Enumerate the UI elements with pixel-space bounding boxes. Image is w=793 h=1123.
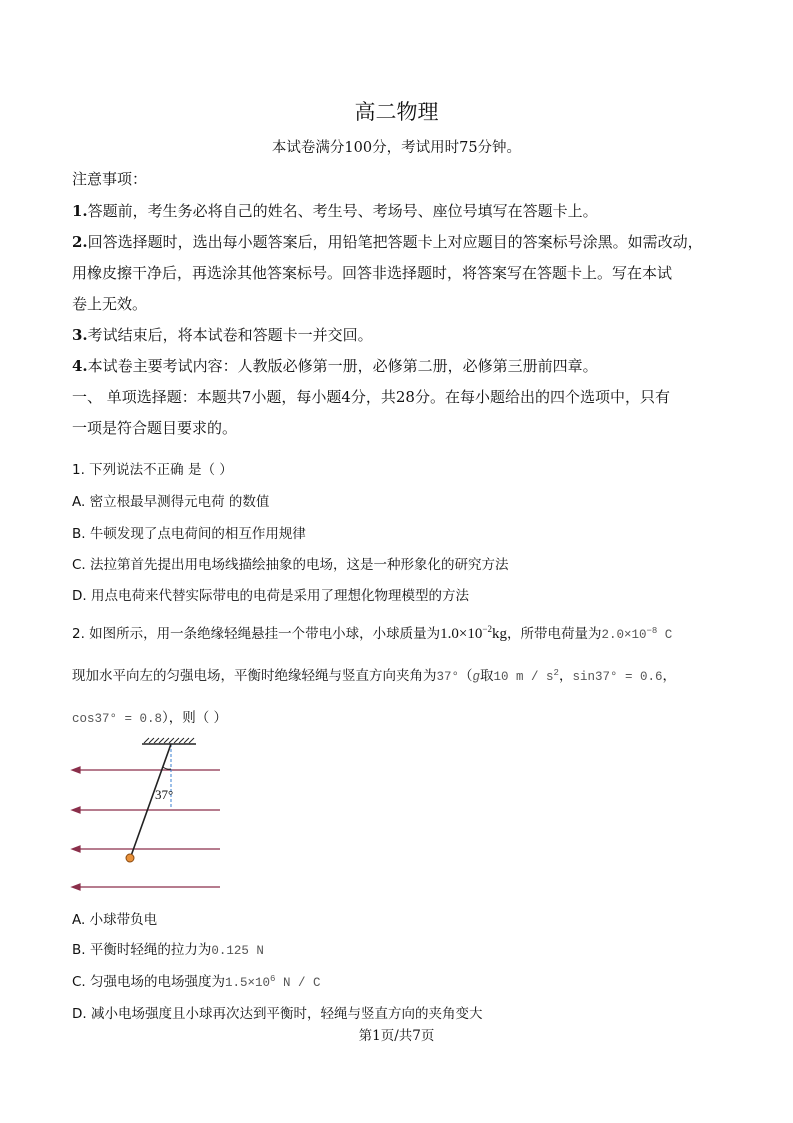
q2-option-c	[72, 970, 320, 990]
q2-stem-end: ），则（ ）	[162, 710, 228, 726]
angle-value: 37°	[436, 670, 460, 684]
q2-stem-line3	[72, 706, 227, 726]
page-title: 高二物理	[354, 100, 439, 124]
mass-unit: kg	[491, 626, 507, 642]
charge-exponent: −8	[646, 625, 658, 636]
item-text: 答题前，考生务必将自己的姓名、考生号、考场号、座位号填写在答题卡上。	[87, 202, 598, 220]
charge-base: 2.0×10	[601, 628, 647, 642]
pendulum-figure	[70, 736, 230, 896]
q2-option-d: D. 减小电场强度且小球再次达到平衡时，轻绳与竖直方向的夹角变大	[72, 1006, 483, 1022]
q1-option-d: D. 用点电荷来代替实际带电的电荷是采用了理想化物理模型的方法	[72, 588, 469, 604]
page-footer: 第1页/共7页	[358, 1028, 435, 1044]
q2-option-b	[72, 938, 264, 958]
charge-value	[601, 625, 673, 642]
take-text: 取	[480, 668, 494, 684]
g-value-base: 10 m / s	[493, 670, 554, 684]
notice-item-2-line3: 卷上无效。	[72, 295, 148, 313]
ceiling-hatch	[144, 738, 194, 743]
mass-base: 1.0×10	[440, 626, 483, 642]
option-b-text: B. 平衡时轻绳的拉力为	[72, 942, 212, 958]
sin-value: sin37° = 0.6	[572, 670, 663, 684]
notice-item-3	[72, 324, 373, 345]
q2-stem-text: 2. 如图所示，用一条绝缘轻绳悬挂一个带电小球，小球质量为	[72, 626, 441, 642]
exam-info: 本试卷满分100分，考试用时75分钟。	[271, 140, 522, 156]
notice-item-2	[72, 231, 703, 252]
item-number: 2.	[72, 233, 88, 251]
field-unit: N / C	[275, 976, 321, 990]
notice-item-4	[72, 355, 598, 376]
q1-option-b: B. 牛顿发现了点电荷间的相互作用规律	[72, 526, 306, 542]
q2-stem-line1	[72, 622, 672, 643]
q2-stem-line2	[72, 664, 676, 684]
angle-arc	[163, 767, 171, 769]
tension-value: 0.125 N	[211, 944, 264, 958]
q2-line2-text: 现加水平向左的匀强电场，平衡时绝缘轻绳与竖直方向夹角为	[72, 668, 437, 684]
charged-ball	[126, 854, 134, 862]
comma: ，	[558, 668, 573, 684]
angle-label: 37°	[155, 787, 174, 802]
item-number: 3.	[72, 326, 88, 344]
item-text: 本试卷主要考试内容：人教版必修第一册，必修第二册，必修第三册前四章。	[87, 357, 598, 375]
q1-option-a: A. 密立根最早测得元电荷 的数值	[72, 494, 270, 510]
section-heading-line2: 一项是符合题目要求的。	[72, 419, 238, 437]
q2-option-a: A. 小球带负电	[72, 912, 158, 928]
paren-open: （	[459, 668, 473, 684]
electric-field-lines	[72, 767, 220, 890]
comma-2: ，	[662, 668, 676, 684]
q2-stem-text-b: ，所带电荷量为	[506, 626, 602, 642]
notice-heading: 注意事项：	[72, 170, 148, 188]
option-c-text: C. 匀强电场的电场强度为	[72, 974, 226, 990]
charge-unit: C	[657, 628, 673, 642]
g-symbol: g	[472, 670, 481, 684]
item-number: 1.	[72, 202, 88, 220]
g-value	[493, 667, 559, 684]
item-text: 考试结束后，将本试卷和答题卡一并交回。	[87, 326, 373, 344]
field-exponent: 6	[270, 973, 276, 984]
q1-option-c: C. 法拉第首先提出用电场线描绘抽象的电场，这是一种形象化的研究方法	[72, 557, 509, 573]
notice-item-2-line2: 用橡皮擦干净后，再选涂其他答案标号。回答非选择题时，将答案写在答题卡上。写在本试	[72, 264, 673, 282]
q1-stem: 1. 下列说法不正确 是（ ）	[72, 462, 233, 478]
mass-value	[440, 626, 507, 642]
section-heading: 一、 单项选择题：本题共7小题，每小题4分，共28分。在每小题给出的四个选项中，只有	[72, 388, 670, 406]
item-number: 4.	[72, 357, 88, 375]
mass-exponent: −2	[482, 624, 492, 634]
field-strength-value	[225, 973, 321, 990]
notice-item-1	[72, 200, 598, 221]
item-text: 回答选择题时，选出每小题答案后，用铅笔把答题卡上对应题目的答案标号涂黑。如需改动，	[87, 233, 703, 251]
cos-value: cos37° = 0.8	[72, 712, 163, 726]
g-value-exponent: 2	[553, 667, 559, 678]
field-base: 1.5×10	[225, 976, 271, 990]
